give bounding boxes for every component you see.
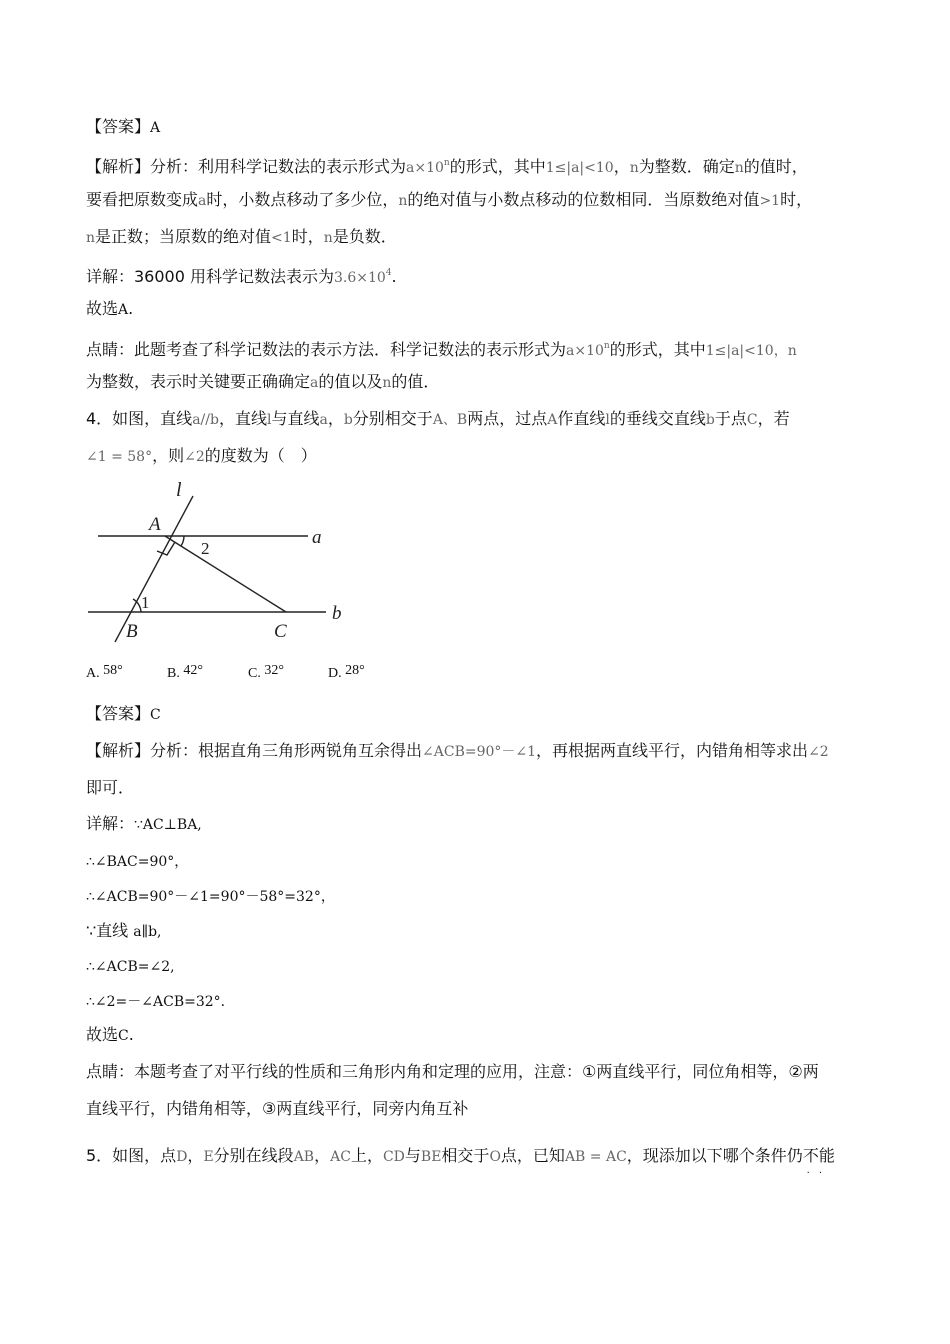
text-span: 的形式，其中: [449, 157, 546, 176]
detail-q4-line-3: [86, 885, 335, 908]
text-span: .: [128, 299, 134, 318]
var: BE: [420, 1149, 442, 1165]
angle-2-arc: [181, 536, 184, 546]
segment-ac: [165, 536, 286, 612]
formula-base: 3.6×10: [334, 270, 386, 286]
text-span: 5．如图，点: [86, 1146, 177, 1165]
var: b: [705, 412, 715, 428]
text-span: 是正数；当原数的绝对值: [95, 227, 272, 246]
var: AB: [293, 1149, 315, 1165]
var: a//b: [192, 412, 219, 428]
answer-label: 【答案】: [86, 117, 151, 136]
text-span: ，则: [152, 446, 185, 465]
answer-line-q4: [86, 703, 161, 726]
formula-lt1: <1: [271, 230, 292, 246]
text-span: ，: [327, 409, 344, 428]
formula-base: a×10: [566, 343, 604, 359]
text-span: ，: [187, 1146, 204, 1165]
emphasis-dots: ··: [806, 1168, 831, 1179]
text-span: 要看把原数变成: [86, 190, 199, 209]
var: CD: [382, 1149, 405, 1165]
formula-gt1: >1: [759, 193, 781, 209]
choice-letter: C.: [248, 666, 261, 681]
detail-line-q3: [86, 262, 397, 289]
formula-exp: n: [603, 341, 610, 351]
formula: a∥b,: [133, 924, 162, 940]
formula-range: 1≤|a|<10: [545, 160, 614, 176]
var-a: a: [310, 375, 319, 391]
text-span: 点睛：本题考查了对平行线的性质和三角形内角和定理的应用，注意：①两直线平行，同位角相等，②两: [86, 1062, 819, 1081]
var-n: n: [629, 160, 639, 176]
choice-d[interactable]: [328, 663, 365, 682]
label-b: b: [332, 603, 342, 624]
formula: ∴∠ACB=∠2,: [86, 959, 175, 975]
answer-line-q3: [86, 116, 160, 139]
question-4-line-1: [86, 408, 790, 431]
answer-value: A: [150, 120, 161, 136]
var-n: n: [86, 230, 96, 246]
analysis-line-1: [86, 152, 808, 179]
text-span: 时，: [291, 227, 324, 246]
label-angle-1: 1: [141, 593, 150, 612]
text-span: .: [128, 1025, 134, 1044]
choice-value: 58°: [103, 663, 123, 678]
text-span: 的度数为（ ）: [204, 446, 317, 465]
var: E: [203, 1149, 214, 1165]
answer-value: C: [150, 707, 161, 723]
choice-c[interactable]: [248, 663, 284, 682]
label-B: B: [126, 621, 138, 642]
text-span: 的垂线交直线: [609, 409, 706, 428]
choice-value: 42°: [183, 663, 203, 678]
text-span: 于点: [714, 409, 747, 428]
text-span: 时，: [780, 190, 813, 209]
var-n: n: [382, 375, 392, 391]
choice-b[interactable]: [167, 663, 203, 682]
text-span: 的值时，: [743, 157, 808, 176]
choice-value: 32°: [264, 663, 284, 678]
right-angle-mark: [157, 542, 175, 555]
text-span: 直线平行，内错角相等，③两直线平行，同旁内角互补: [86, 1099, 469, 1118]
text-span: 4．如图，直线: [86, 409, 193, 428]
var: A: [547, 412, 558, 428]
text-span: 【解析】分析：利用科学记数法的表示形式为: [86, 157, 407, 176]
text-span: 与直线: [271, 409, 320, 428]
text-span: ，直线: [218, 409, 267, 428]
text-span: 分别在线段: [213, 1146, 294, 1165]
var: b: [343, 412, 353, 428]
text-span: ，再根据两直线平行，内错角相等求出: [536, 741, 809, 760]
detail-q4-line-4: [86, 920, 162, 943]
text-span: 与: [404, 1146, 421, 1165]
choice-letter: B.: [167, 666, 180, 681]
text-span: .: [391, 267, 397, 286]
choose-line-q4: [86, 1024, 134, 1047]
formula: ∴∠ACB=90°－∠1=90°－58°=32°，: [86, 889, 335, 905]
formula: ∴∠BAC=90°，: [86, 854, 189, 870]
analysis-line-3: [86, 226, 397, 249]
analysis-q4-line-1: [86, 740, 829, 763]
var: D: [176, 1149, 188, 1165]
text-span: 两点，过点: [467, 409, 548, 428]
formula: ∠2: [184, 449, 205, 465]
label-A: A: [149, 514, 161, 535]
geometry-figure: [86, 474, 366, 649]
formula: [334, 270, 392, 286]
choice-a[interactable]: [86, 663, 123, 682]
var: A、B: [432, 412, 468, 428]
text-span: 故选: [86, 1025, 119, 1044]
formula: [566, 343, 610, 359]
answer-label: 【答案】: [86, 704, 151, 723]
text-span: 点，已知: [500, 1146, 565, 1165]
text-span: ∵直线: [86, 921, 134, 940]
emphasized-text: [802, 1146, 835, 1179]
comment-q4-line-1: [86, 1061, 819, 1083]
formula: ∠ACB=90°－∠1: [422, 744, 537, 760]
text-span: 的值以及: [318, 372, 383, 391]
var-n: n: [398, 193, 408, 209]
text-span: 为整数．确定: [638, 157, 735, 176]
choose-line-q3: [86, 298, 133, 321]
text-span: 即可．: [86, 778, 135, 797]
text-span: 详解：: [86, 814, 135, 833]
text-span: 故选: [86, 299, 119, 318]
var-a: a: [198, 193, 207, 209]
comment-line-1: [86, 335, 797, 362]
formula-exp: n: [443, 158, 450, 168]
label-angle-2: 2: [201, 539, 210, 558]
text-span: 点睛：此题考查了科学记数法的表示方法．科学记数法的表示形式为: [86, 340, 567, 359]
text-span: ，现添加以下哪个条件仍: [626, 1146, 803, 1165]
text-span: 分别相交于: [352, 409, 433, 428]
formula: ∴∠2=－∠ACB=32°．: [86, 994, 235, 1010]
formula: [406, 160, 450, 176]
text-span: 作直线: [557, 409, 606, 428]
var: l: [605, 412, 610, 428]
var: C: [746, 412, 758, 428]
text-span: ，: [314, 1146, 331, 1165]
choice-letter: D.: [328, 666, 342, 681]
text-span: 【解析】分析：根据直角三角形两锐角互余得出: [86, 741, 423, 760]
text-span: 的绝对值与小数点移动的位数相同．当原数绝对值: [407, 190, 760, 209]
detail-q4-line-6: [86, 990, 235, 1013]
choose-value: A: [118, 302, 129, 318]
comment-q4-line-2: [86, 1098, 468, 1120]
text-span: 相交于: [441, 1146, 490, 1165]
var-n: n: [734, 160, 744, 176]
text-span: ，若: [757, 409, 790, 428]
var-n: n: [323, 230, 333, 246]
text-span: 是负数．: [332, 227, 397, 246]
formula-exp: 4: [385, 268, 392, 278]
analysis-q4-line-2: [86, 777, 134, 799]
formula: ∠2: [808, 744, 829, 760]
text-span: 详解：36000 用科学记数法表示为: [86, 267, 334, 286]
comment-line-2: [86, 371, 439, 394]
choice-value: 28°: [345, 663, 365, 678]
label-l: l: [176, 479, 182, 501]
detail-q4-line-5: [86, 955, 175, 978]
question-5-line-1: [86, 1145, 835, 1179]
text-span: 的值．: [391, 372, 440, 391]
formula-base: a×10: [406, 160, 444, 176]
formula: AB = AC: [564, 1149, 627, 1165]
detail-q4-line-2: [86, 850, 188, 873]
text-span: ，: [613, 157, 630, 176]
text-span: 的形式，其中: [609, 340, 706, 359]
formula: ∵AC⊥BA,: [134, 817, 202, 833]
choose-value: C: [118, 1028, 129, 1044]
label-a: a: [312, 527, 322, 548]
detail-q4-line-1: [86, 813, 202, 836]
label-C: C: [274, 621, 287, 642]
text-span: 时，小数点移动了多少位，: [206, 190, 399, 209]
text-span: 为整数，表示时关键要正确确定: [86, 372, 311, 391]
var: AC: [330, 1149, 351, 1165]
question-4-line-2: [86, 445, 317, 468]
analysis-line-2: [86, 189, 812, 212]
var: O: [489, 1149, 501, 1165]
choice-letter: A.: [86, 666, 100, 681]
var: l: [266, 412, 272, 428]
formula-range: 1≤|a|<10，n: [705, 343, 797, 359]
text-span: 上，: [350, 1146, 383, 1165]
text-span: 不能: [802, 1146, 835, 1165]
formula: ∠1 = 58°: [86, 449, 153, 465]
var: a: [319, 412, 328, 428]
